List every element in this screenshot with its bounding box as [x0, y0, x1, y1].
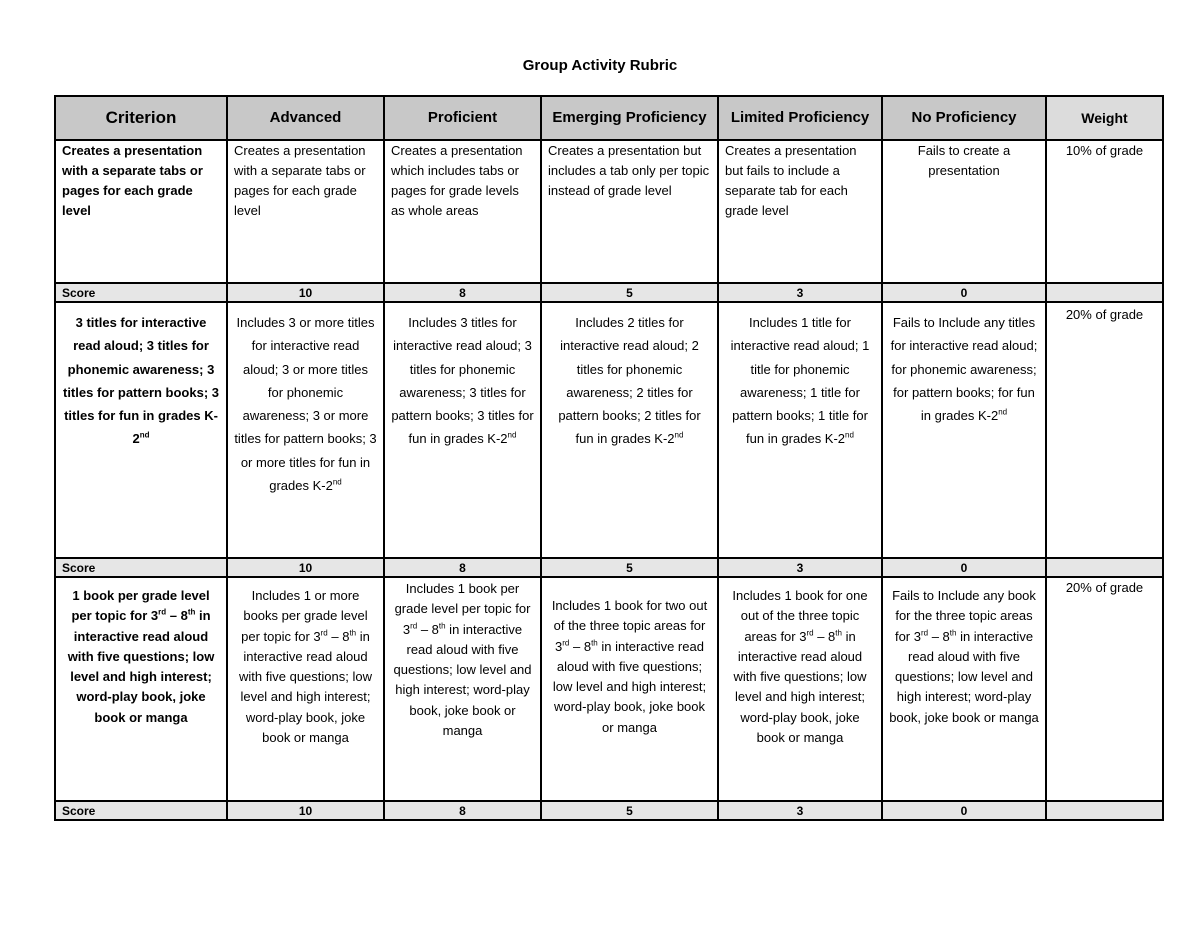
- score-proficient: 8: [384, 801, 541, 820]
- none-cell: [882, 302, 1046, 558]
- cell-text: Includes 2 titles for interactive read aloud; 2 titles for phonemic awareness; 2 titles for pattern books; 2 titles for fun in grades K-2: [558, 315, 701, 447]
- ordinal-suffix: nd: [507, 431, 517, 441]
- weight-cell: 20% of grade: [1046, 302, 1163, 558]
- rubric-table: [54, 95, 1164, 821]
- cell-text: – 8: [928, 628, 950, 644]
- cell-text: in interactive read aloud with five questions; low level and high interest; word-play book, joke book or manga: [889, 628, 1039, 725]
- ordinal-suffix: rd: [158, 607, 167, 617]
- score-emerging: 5: [541, 283, 718, 302]
- ordinal-suffix: nd: [845, 431, 854, 441]
- score-weight-empty: [1046, 283, 1163, 302]
- ordinal-suffix: rd: [562, 638, 570, 648]
- none-cell: Fails to create a presentation: [882, 140, 1046, 283]
- ordinal-suffix: nd: [674, 431, 684, 441]
- emerging-header: Emerging Proficiency: [541, 96, 718, 140]
- table-row: [55, 140, 1163, 283]
- weight-header: Weight: [1046, 96, 1163, 140]
- score-limited: 3: [718, 801, 882, 820]
- score-label: Score: [55, 558, 227, 577]
- none-header: No Proficiency: [882, 96, 1046, 140]
- cell-text: – 8: [166, 608, 188, 624]
- cell-text: Includes 1 title for interactive read aloud; 1 title for phonemic awareness; 1 title for pattern books; 1 title for fun in grades K-2: [730, 315, 870, 447]
- limited-cell: [718, 302, 882, 558]
- proficient-header: Proficient: [384, 96, 541, 140]
- score-proficient: 8: [384, 283, 541, 302]
- advanced-cell: [227, 302, 384, 558]
- cell-text: in interactive read aloud with five questions; low level and high interest; word-play book, joke book or manga: [239, 628, 372, 746]
- emerging-cell: [541, 302, 718, 558]
- cell-text: – 8: [813, 628, 836, 644]
- weight-cell: 10% of grade: [1046, 140, 1163, 283]
- ordinal-suffix: th: [591, 638, 598, 648]
- ordinal-suffix: th: [949, 628, 957, 638]
- cell-text: Includes 1 book per grade level per topic for 3: [394, 581, 531, 637]
- cell-text: in interactive read aloud with five questions; low level and high interest; word-play book, joke book or manga: [733, 628, 867, 746]
- ordinal-suffix: th: [438, 621, 446, 631]
- none-cell: [882, 577, 1046, 801]
- score-row: [55, 283, 1163, 302]
- score-emerging: 5: [541, 801, 718, 820]
- emerging-cell: [541, 577, 718, 801]
- cell-text: 1 book per grade level per topic for 3: [71, 588, 210, 624]
- ordinal-suffix: th: [349, 628, 357, 638]
- score-advanced: 10: [227, 801, 384, 820]
- cell-text: – 8: [327, 628, 350, 644]
- cell-text: Includes 1 or more books per grade level per topic for 3: [241, 588, 368, 644]
- cell-text: Includes 3 titles for interactive read aloud; 3 titles for phonemic awareness; 3 titles for pattern books; 3 titles for fun in grades K-2: [391, 315, 534, 447]
- document-title: Group Activity Rubric: [522, 57, 678, 74]
- score-limited: 3: [718, 558, 882, 577]
- cell-text: 3 titles for interactive read aloud; 3 titles for phonemic awareness; 3 titles for pattern books; 3 titles for fun in grades K-2: [62, 315, 220, 447]
- cell-text: in interactive read aloud with five questions; low level and high interest; word-play book, joke book or manga: [552, 638, 707, 735]
- ordinal-suffix: th: [835, 628, 842, 638]
- cell-text: Fails to Include any titles for interactive read aloud; for phonemic awareness; for pattern books; for fun in grades K-2: [890, 315, 1038, 424]
- score-advanced: 10: [227, 558, 384, 577]
- ordinal-suffix: nd: [139, 431, 150, 441]
- score-none: 0: [882, 558, 1046, 577]
- table-row: [55, 302, 1163, 558]
- score-row: [55, 558, 1163, 577]
- table-row: [55, 577, 1163, 801]
- ordinal-suffix: nd: [998, 407, 1008, 417]
- score-weight-empty: [1046, 801, 1163, 820]
- score-emerging: 5: [541, 558, 718, 577]
- ordinal-suffix: rd: [320, 628, 328, 638]
- score-row: [55, 801, 1163, 820]
- ordinal-suffix: rd: [920, 628, 929, 638]
- advanced-header: Advanced: [227, 96, 384, 140]
- ordinal-suffix: rd: [410, 621, 418, 631]
- criterion-cell: [55, 302, 227, 558]
- score-advanced: 10: [227, 283, 384, 302]
- ordinal-suffix: th: [187, 607, 196, 617]
- score-none: 0: [882, 283, 1046, 302]
- proficient-cell: [384, 302, 541, 558]
- cell-text: in interactive read aloud with five questions; low level and high interest; word-play book, joke book or manga: [393, 621, 532, 739]
- weight-cell: 20% of grade: [1046, 577, 1163, 801]
- cell-text: Includes 1 book for one out of the three topic areas for 3: [732, 588, 868, 644]
- criterion-cell: [55, 577, 227, 801]
- cell-text: Fails to Include any book for the three topic areas for 3: [892, 588, 1036, 644]
- score-limited: 3: [718, 283, 882, 302]
- ordinal-suffix: rd: [806, 628, 814, 638]
- advanced-cell: [227, 577, 384, 801]
- cell-text: – 8: [569, 638, 592, 654]
- proficient-cell: Creates a presentation which includes tabs or pages for grade levels as whole areas: [384, 140, 541, 283]
- header-row: [55, 96, 1163, 140]
- limited-cell: [718, 577, 882, 801]
- criterion-header: Criterion: [55, 96, 227, 140]
- cell-text: in interactive read aloud with five questions; low level and high interest; word-play book, joke book or manga: [67, 608, 215, 725]
- cell-text: Includes 1 book for two out of the three topic areas for 3: [551, 598, 708, 654]
- advanced-cell: Creates a presentation with a separate tabs or pages for each grade level: [227, 140, 384, 283]
- emerging-cell: Creates a presentation but includes a tab only per topic instead of grade level: [541, 140, 718, 283]
- criterion-cell: Creates a presentation with a separate tabs or pages for each grade level: [55, 140, 227, 283]
- cell-text: – 8: [417, 621, 439, 637]
- score-label: Score: [55, 801, 227, 820]
- ordinal-suffix: nd: [332, 477, 342, 487]
- limited-cell: Creates a presentation but fails to include a separate tab for each grade level: [718, 140, 882, 283]
- score-proficient: 8: [384, 558, 541, 577]
- cell-text: Includes 3 or more titles for interactive read aloud; 3 or more titles for phonemic awareness; 3 or more titles for pattern books; 3 or more titles for fun in grades K-2: [234, 315, 377, 494]
- score-none: 0: [882, 801, 1046, 820]
- score-label: Score: [55, 283, 227, 302]
- score-weight-empty: [1046, 558, 1163, 577]
- limited-header: Limited Proficiency: [718, 96, 882, 140]
- proficient-cell: [384, 577, 541, 801]
